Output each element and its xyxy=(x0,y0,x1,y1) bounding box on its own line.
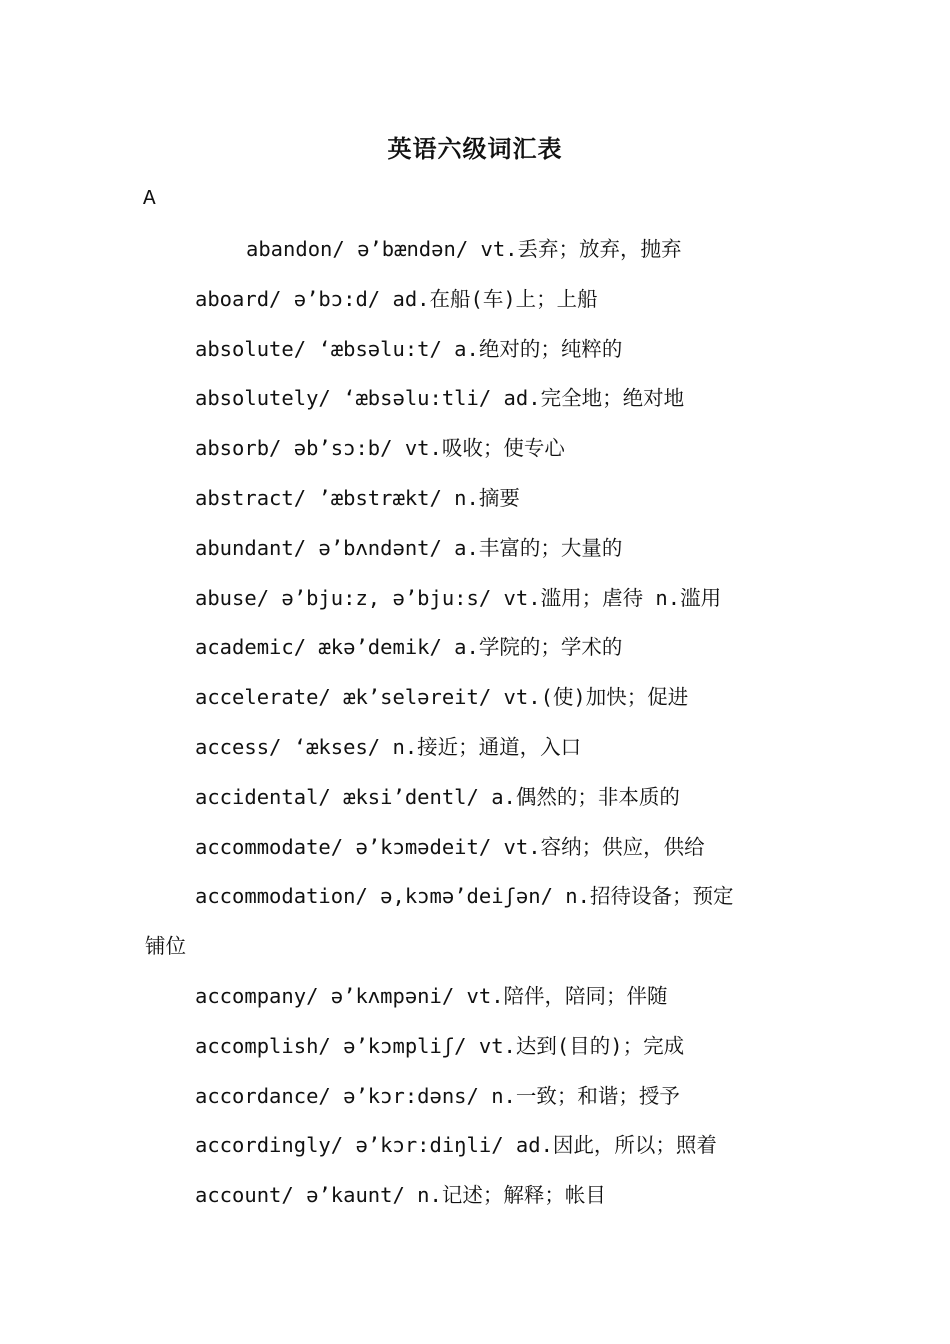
vocab-entry xyxy=(0,730,950,780)
vocab-entry xyxy=(0,232,950,282)
vocab-entry-text: accordingly/ ə’kɔr:diŋli/ ad.因此，所以；照着 xyxy=(195,1133,717,1158)
vocab-entry xyxy=(0,481,950,531)
vocab-entry-text: access/ ‘ækses/ n.接近；通道，入口 xyxy=(195,734,582,759)
vocab-entry-text: abstract/ ’æbstrækt/ n.摘要 xyxy=(195,485,520,510)
vocab-entry xyxy=(0,979,950,1029)
vocab-entry xyxy=(0,1128,950,1178)
vocab-entry-continuation xyxy=(0,929,950,979)
vocab-entry-text: accidental/ æksi’dentl/ a.偶然的；非本质的 xyxy=(195,784,680,809)
vocab-entry xyxy=(0,1029,950,1079)
vocab-entry xyxy=(0,680,950,730)
vocab-entry xyxy=(0,381,950,431)
vocab-entry xyxy=(0,581,950,631)
vocab-entry xyxy=(0,531,950,581)
vocab-entry-text: absolute/ ‘æbsəlu:t/ a.绝对的；纯粹的 xyxy=(195,336,623,361)
vocab-entry xyxy=(0,431,950,481)
vocab-entry-text: accommodation/ ə,kɔmə’deiʃən/ n.招待设备；预定 xyxy=(195,884,734,909)
vocab-entry-text: aboard/ ə’bɔ:d/ ad.在船(车)上；上船 xyxy=(195,286,598,311)
vocab-entry-text: account/ ə’kaunt/ n.记述；解释；帐目 xyxy=(195,1183,606,1208)
vocab-entry xyxy=(0,282,950,332)
vocab-entry-text: accomplish/ ə’kɔmpliʃ/ vt.达到(目的)；完成 xyxy=(195,1033,685,1058)
vocab-entry-text: absolutely/ ‘æbsəlu:tli/ ad.完全地；绝对地 xyxy=(195,386,685,411)
vocab-entry-text: accommodate/ ə’kɔmədeit/ vt.容纳；供应，供给 xyxy=(195,834,705,859)
vocab-entry-text: 铺位 xyxy=(145,934,186,959)
vocab-entry-text: abuse/ ə’bju:z, ə’bju:s/ vt.滥用；虐待 n.滥用 xyxy=(195,585,722,610)
vocab-entry-text: accompany/ ə’kʌmpəni/ vt.陪伴，陪同；伴随 xyxy=(195,983,668,1008)
vocab-entry xyxy=(0,879,950,929)
vocab-entry-text: academic/ ækə’demik/ a.学院的；学术的 xyxy=(195,635,623,660)
vocab-entry xyxy=(0,1178,950,1228)
vocabulary-list xyxy=(0,232,950,1228)
vocab-entry-text: absorb/ əb’sɔ:b/ vt.吸收；使专心 xyxy=(195,436,565,461)
vocab-entry-text: abundant/ ə’bʌndənt/ a.丰富的；大量的 xyxy=(195,535,623,560)
section-letter: A xyxy=(143,188,156,211)
vocab-entry-text: abandon/ ə’bændən/ vt.丢弃；放弃，抛弃 xyxy=(246,237,682,261)
page-title: 英语六级词汇表 xyxy=(387,134,563,163)
vocab-entry xyxy=(0,630,950,680)
vocab-entry xyxy=(0,1079,950,1129)
vocab-entry-text: accelerate/ æk’seləreit/ vt.(使)加快；促进 xyxy=(195,685,689,710)
vocab-entry-text: accordance/ ə’kɔr:dəns/ n.一致；和谐；授予 xyxy=(195,1083,680,1108)
vocab-entry xyxy=(0,332,950,382)
vocab-entry xyxy=(0,830,950,880)
vocab-entry xyxy=(0,780,950,830)
